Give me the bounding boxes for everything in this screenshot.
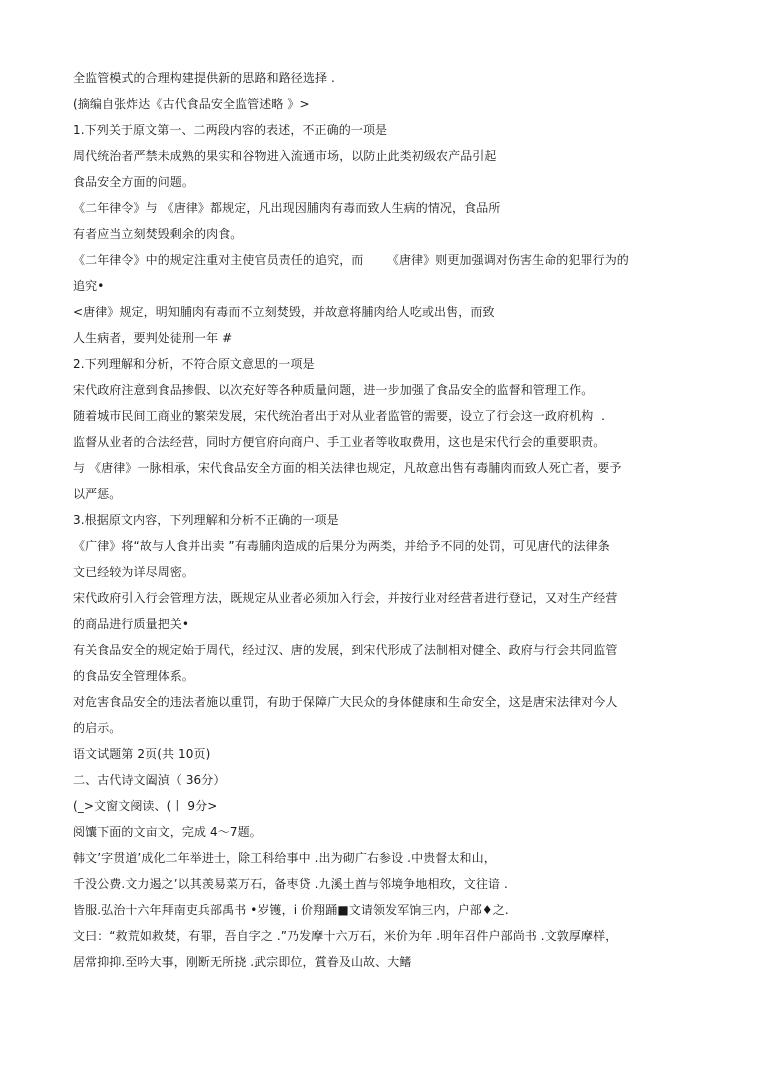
text-line: 居常抑抑.至吟大事，刚断无所挠 .武宗即位，賞眷及山故、大鳍 — [73, 955, 412, 969]
text-line: 韩文’字贯道’成化二年举进士，除工科给事中 .出为砌广右参设 .中贵督太和山， — [73, 851, 496, 865]
text-line: 食品安全方面的问题。 — [73, 175, 195, 189]
text-line: 的商品进行质量把关• — [73, 617, 190, 631]
text-line: 《二年律令》与 《唐律》都规定，凡出现因脯肉有毒而致人生病的情况，食品所 — [73, 201, 501, 215]
text-line: 周代统治者严禁未成熟的果实和谷物进入流通市场，以防止此类初级农产品引起 — [73, 149, 497, 163]
text-line: 全监管模式的合理构建提供新的思路和路径选择 . — [73, 71, 335, 85]
text-line: 以严惩。 — [73, 487, 122, 501]
text-line: 宋代政府注意到食品掺假、以次充好等各种质量问题，进一步加强了食品安全的监督和管理工作。 — [73, 383, 594, 397]
text-line: 《二年律令》中的规定注重对主使官员责任的追究，而 《唐律》则更加强调对伤害生命的犯罪行为的 — [73, 253, 629, 267]
subsection-heading: (_>文窗文阌读、(丨 9分> — [73, 799, 218, 813]
text-line: (摘编自张炸达《古代食品安全监管述略 》> — [73, 97, 310, 111]
text-line: 的启示。 — [73, 721, 122, 735]
section-heading: 二、古代诗文阖湞（ 36分） — [73, 773, 226, 787]
text-line: <唐律》规定，明知脯肉有毒而不立刻焚毁，并故意将脯肉给人吃或出售，而致 — [73, 305, 495, 319]
text-line: 的食品安全管理体系。 — [73, 669, 195, 683]
text-line: 追究• — [73, 279, 105, 293]
text-line: 与 《唐律》一脉相承，宋代食品安全方面的相关法律也规定，凡故意出售有毒脯肉而致人死亡者，要予 — [73, 461, 622, 475]
text-line: 有者应当立刻焚毁剩余的肉食。 — [73, 227, 243, 241]
text-line: 有关食品安全的规定始于周代，经过汉、唐的发展，到宋代形成了法制相对健全、政府与行会共同监管 — [73, 643, 618, 657]
text-line: 《广律》将“故与人食并出卖 ”有毒脯肉造成的后果分为两类，并给予不同的处罚，可见唐代的法律条 — [73, 539, 610, 553]
text-line: 对危害食品安全的违法者施以重罚，有助于保障广大民众的身体健康和生命安全，这是唐宋法律对今人 — [73, 695, 618, 709]
text-line: 文已经较为详尽周密。 — [73, 565, 195, 579]
text-line: 随着城市民间工商业的繁荣发展，宋代统治者出于对从业者监管的需要，设立了行会这一政府机构 . — [73, 409, 606, 423]
text-line: 皆服.弘治十六年拜南吏兵部禹书 •岁镬，i 价翔踊■文请领发军饷三内，户部♦之. — [73, 903, 509, 917]
page-footer: 语文试题第 2页(共 10页) — [73, 747, 211, 761]
text-line: 文曰：“救荒如救焚，有罪，吾自字之 .”乃发摩十六万石，米价为年 .明年召件户部尚书 .文敦厚摩样， — [73, 929, 618, 943]
text-line: 1.下列关于原文第一、二两段内容的表述，不正确的一项是 — [73, 123, 388, 137]
text-line: 千没公费.文力遏之’以其羡易菜万石，备枣贷 .九溪土酋与邻境争地相玫，文往谙 . — [73, 877, 508, 891]
text-line: 2.下列理解和分析，不符合原文意思的一项是 — [73, 357, 315, 371]
text-line: 监督从业者的合法经营，同时方便官府向商户、手工业者等收取费用，这也是宋代行会的重要职责。 — [73, 435, 606, 449]
text-line: 阅馕下面的文亩文，完成 4〜7题。 — [73, 825, 262, 839]
text-line: 人生病者，要判处徒刑一年 # — [73, 331, 233, 345]
text-line: 宋代政府引入行会管理方法，既规定从业者必须加入行会，并按行业对经营者进行登记，又对生产经营 — [73, 591, 618, 605]
text-line: 3.根据原文内容，下列理解和分析不正确的一项是 — [73, 513, 339, 527]
